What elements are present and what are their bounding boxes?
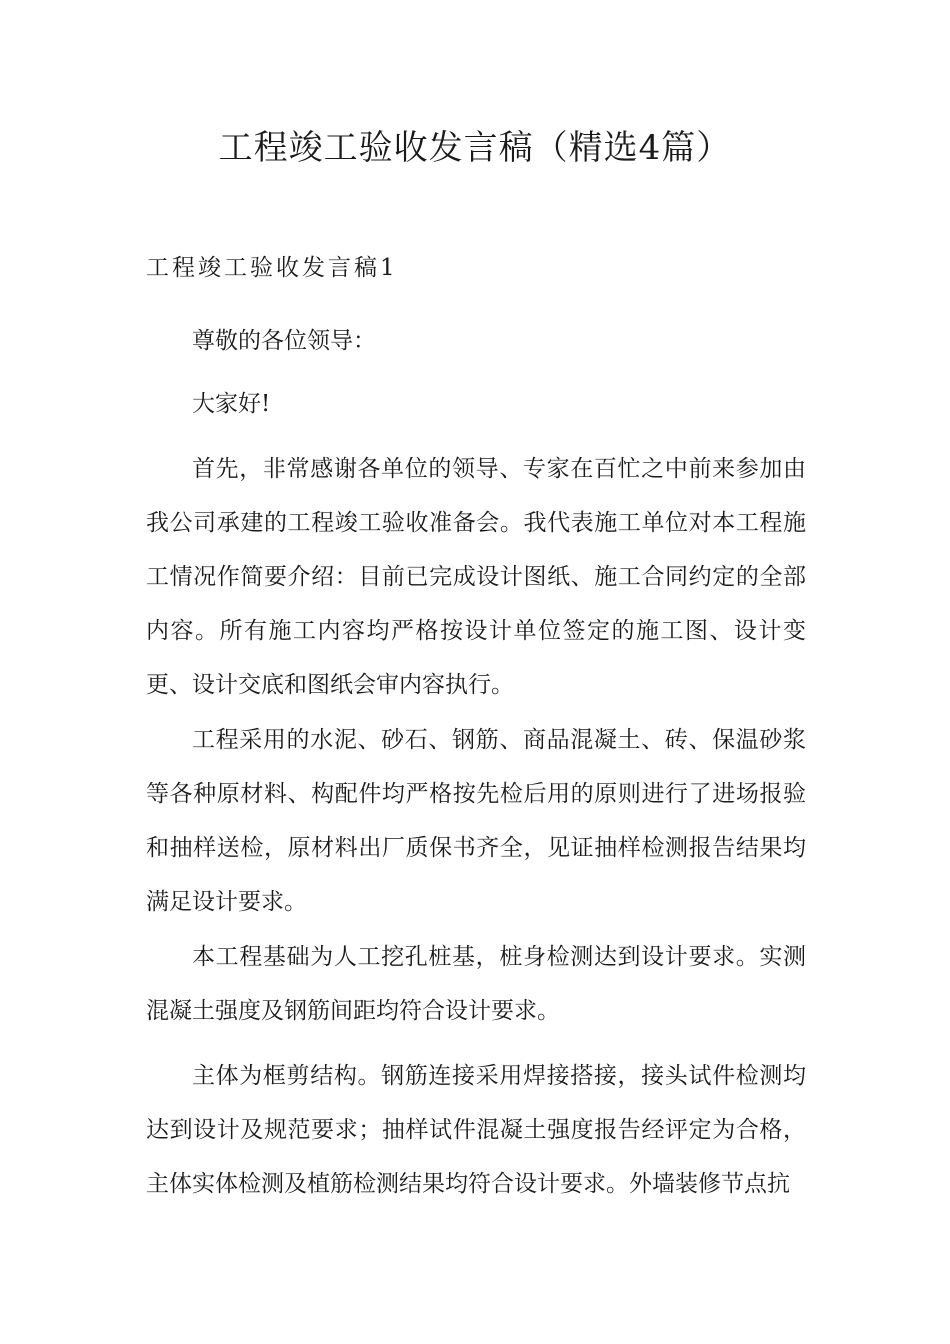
greeting-line: 尊敬的各位领导： — [192, 328, 376, 354]
paragraph-introduction: 首先，非常感谢各单位的领导、专家在百忙之中前来参加由我公司承建的工程竣工验收准备会。我代表施工单位对本工程施工情况作简要介绍：目前已完成设计图纸、施工合同约定的全部内容。所有施工内容均严格按设计单位签定的施工图、设计变更、设计交底和图纸会审内容执行。 — [146, 456, 806, 698]
paragraph-main-structure: 主体为框剪结构。钢筋连接采用焊接搭接，接头试件检测均达到设计及规范要求；抽样试件混凝土强度报告经评定为合格，主体实体检测及植筋检测结果均符合设计要求。外墙装修节点抗 — [146, 1063, 806, 1197]
paragraph-materials: 工程采用的水泥、砂石、钢筋、商品混凝土、砖、保温砂浆等各种原材料、构配件均严格按先检后用的原则进行了进场报验和抽样送检，原材料出厂质保书齐全，见证抽样检测报告结果均满足设计要求。 — [146, 727, 806, 915]
paragraph-foundation: 本工程基础为人工挖孔桩基，桩身检测达到设计要求。实测混凝土强度及钢筋间距均符合设计要求。 — [146, 944, 806, 1024]
salutation-line: 大家好! — [192, 391, 271, 417]
document-title: 工程竣工验收发言稿（精选4篇） — [218, 128, 732, 168]
section-heading: 工程竣工验收发言稿1 — [146, 255, 398, 281]
